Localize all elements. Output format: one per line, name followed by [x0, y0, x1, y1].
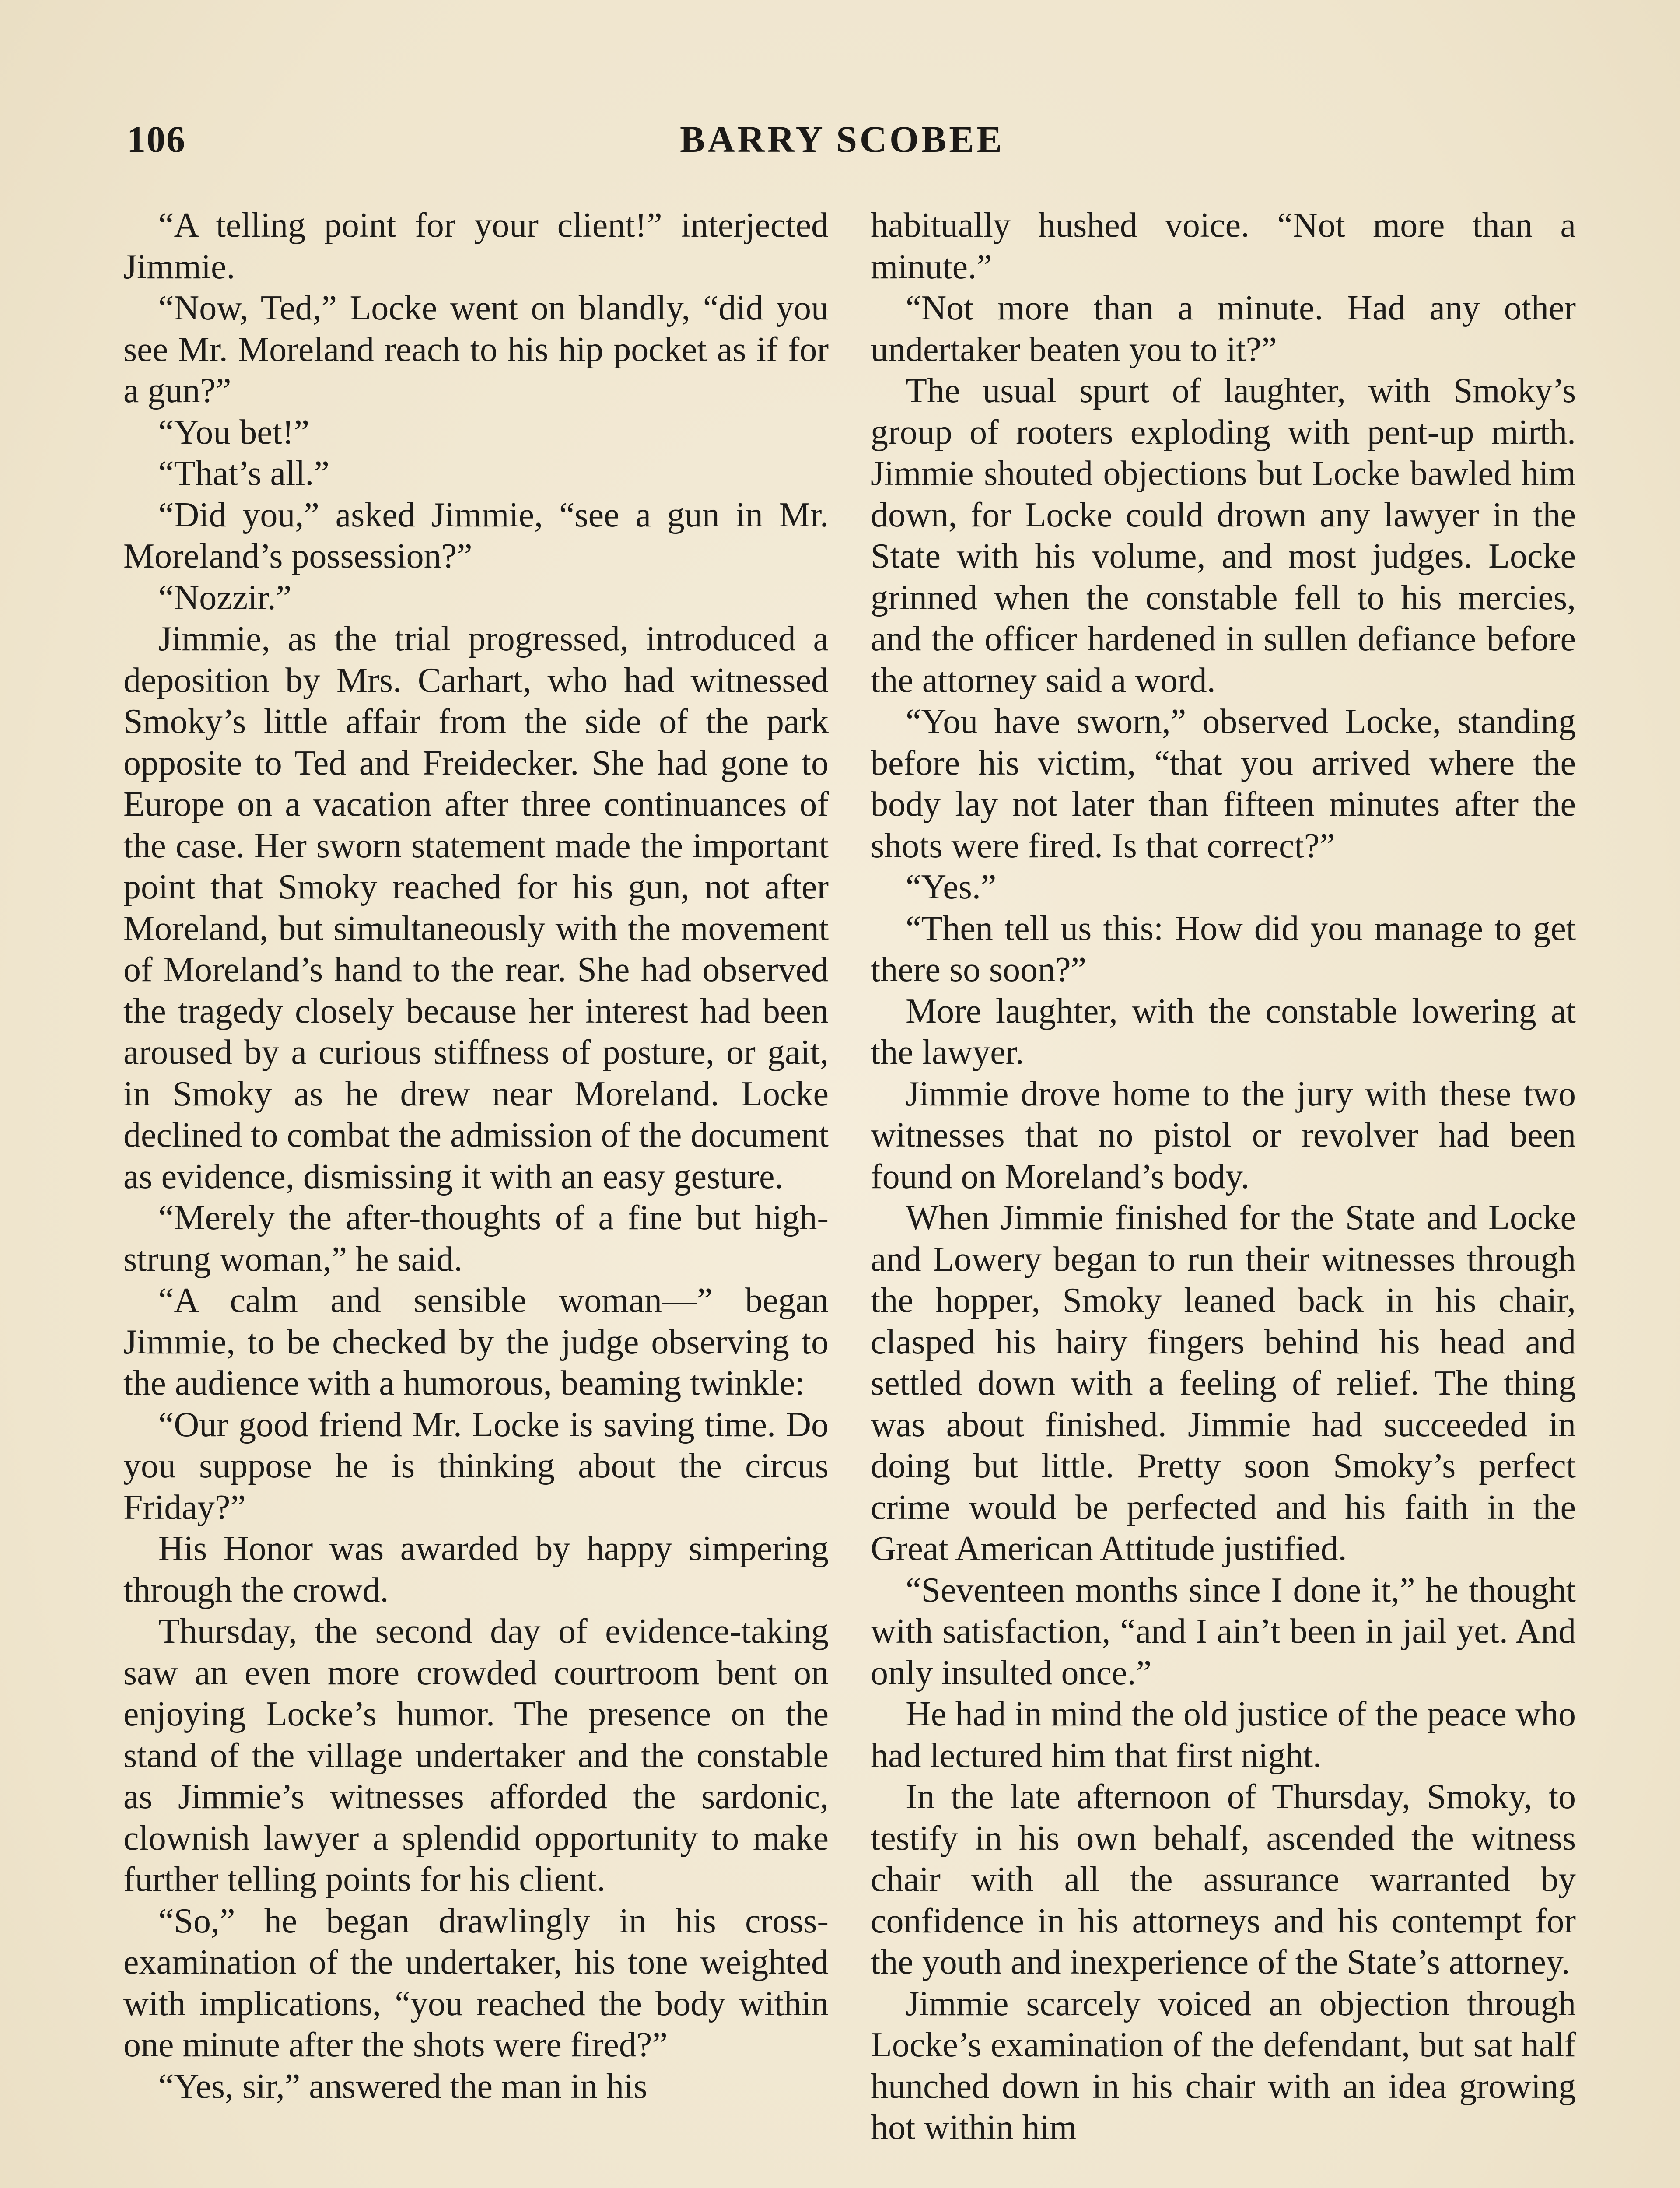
left-column: [123, 205, 829, 2107]
paragraph: “A calm and sensible woman—” began Jimmie, to be checked by the judge observing to the audience with a humorous, beaming twinkle:: [123, 1281, 829, 1403]
paragraph: He had in mind the old justice of the peace who had lectured him that first night.: [871, 1695, 1576, 1775]
paragraph: “A telling point for your client!” interjected Jimmie.: [123, 206, 829, 286]
paragraph: “So,” he began drawlingly in his cross-examination of the undertaker, his tone weighted with implications, “you reached the body within one minute after the shots were fired?”: [123, 1901, 829, 2064]
paragraph: The usual spurt of laughter, with Smoky’s group of rooters exploding with pent-up mirth. Jimmie shouted objections but Locke bawled him down, for Locke could drown any lawyer in the State with his volume, and most judges. Locke grinned when the constable fell to his mercies, and the officer hardened in sullen defiance before the attorney said a word.: [871, 372, 1576, 700]
paragraph: More laughter, with the constable lowering at the lawyer.: [871, 992, 1576, 1072]
page-number: 106: [127, 118, 186, 160]
paragraph: “Now, Ted,” Locke went on blandly, “did you see Mr. Moreland reach to his hip pocket as if for a gun?”: [123, 289, 829, 410]
paragraph-continued: habitually hushed voice. “Not more than a minute.”: [871, 206, 1576, 286]
paragraph: “Did you,” asked Jimmie, “see a gun in Mr. Moreland’s possession?”: [123, 495, 829, 575]
paragraph: “Yes, sir,” answered the man in his: [158, 2067, 648, 2106]
paragraph: Jimmie drove home to the jury with these two witnesses that no pistol or revolver had been found on Moreland’s body.: [871, 1074, 1576, 1196]
paragraph: “Not more than a minute. Had any other undertaker beaten you to it?”: [871, 289, 1576, 369]
paragraph: Jimmie scarcely voiced an objection through Locke’s examination of the defendant, but sat half hunched down in his chair with an idea growing hot within him: [871, 1984, 1576, 2147]
paragraph: “Merely the after-thoughts of a fine but high-strung woman,” he said.: [123, 1199, 829, 1279]
paragraph: In the late afternoon of Thursday, Smoky, to testify in his own behalf, ascended the witness chair with all the assurance warranted by confidence in his attorneys and his contempt for the youth and inexperience of the State’s attorney.: [871, 1778, 1576, 1981]
paragraph: “You bet!”: [158, 413, 310, 452]
paragraph: “You have sworn,” observed Locke, standing before his victim, “that you arrived where the body lay not later than fifteen minutes after the shots were fired. Is that correct?”: [871, 702, 1576, 865]
right-column: [871, 205, 1576, 2149]
paragraph: Jimmie, as the trial progressed, introduced a deposition by Mrs. Carhart, who had witnessed Smoky’s little affair from the side of the park opposite to Ted and Freidecker. She had gone to Europe on a vacation after three continuances of the case. Her sworn statement made the important point that Smoky reached for his gun, not after Moreland, but simultaneously with the movement of Moreland’s hand to the rear. She had observed the tragedy closely because her interest had been aroused by a curious stiffness of posture, or gait, in Smoky as he drew near Moreland. Locke declined to combat the admission of the document as evidence, dismissing it with an easy gesture.: [123, 620, 829, 1196]
paragraph: “Yes.”: [906, 868, 997, 906]
paragraph: “Seventeen months since I done it,” he thought with satisfaction, “and I ain’t been in jail yet. And only insulted once.”: [871, 1571, 1576, 1692]
paragraph: Thursday, the second day of evidence-taking saw an even more crowded courtroom bent on enjoying Locke’s humor. The presence on the stand of the village undertaker and the constable as Jimmie’s witnesses afforded the sardonic, clownish lawyer a splendid opportunity to make further telling points for his client.: [123, 1612, 829, 1899]
page-header: [127, 117, 1558, 170]
paragraph: “Nozzir.”: [158, 578, 292, 617]
paragraph: When Jimmie finished for the State and Locke and Lowery began to run their witnesses through the hopper, Smoky leaned back in his chair, clasped his hairy fingers behind his head and settled down with a feeling of relief. The thing was about finished. Jimmie had succeeded in doing but little. Pretty soon Smoky’s perfect crime would be perfected and his faith in the Great American Attitude justified.: [871, 1199, 1576, 1568]
paragraph: His Honor was awarded by happy simpering through the crowd.: [123, 1529, 829, 1609]
paragraph: “Then tell us this: How did you manage to get there so soon?”: [871, 909, 1576, 989]
running-head: BARRY SCOBEE: [680, 118, 1004, 160]
paragraph: “That’s all.”: [158, 454, 329, 493]
paragraph: “Our good friend Mr. Locke is saving time. Do you suppose he is thinking about the circus Friday?”: [123, 1405, 829, 1527]
